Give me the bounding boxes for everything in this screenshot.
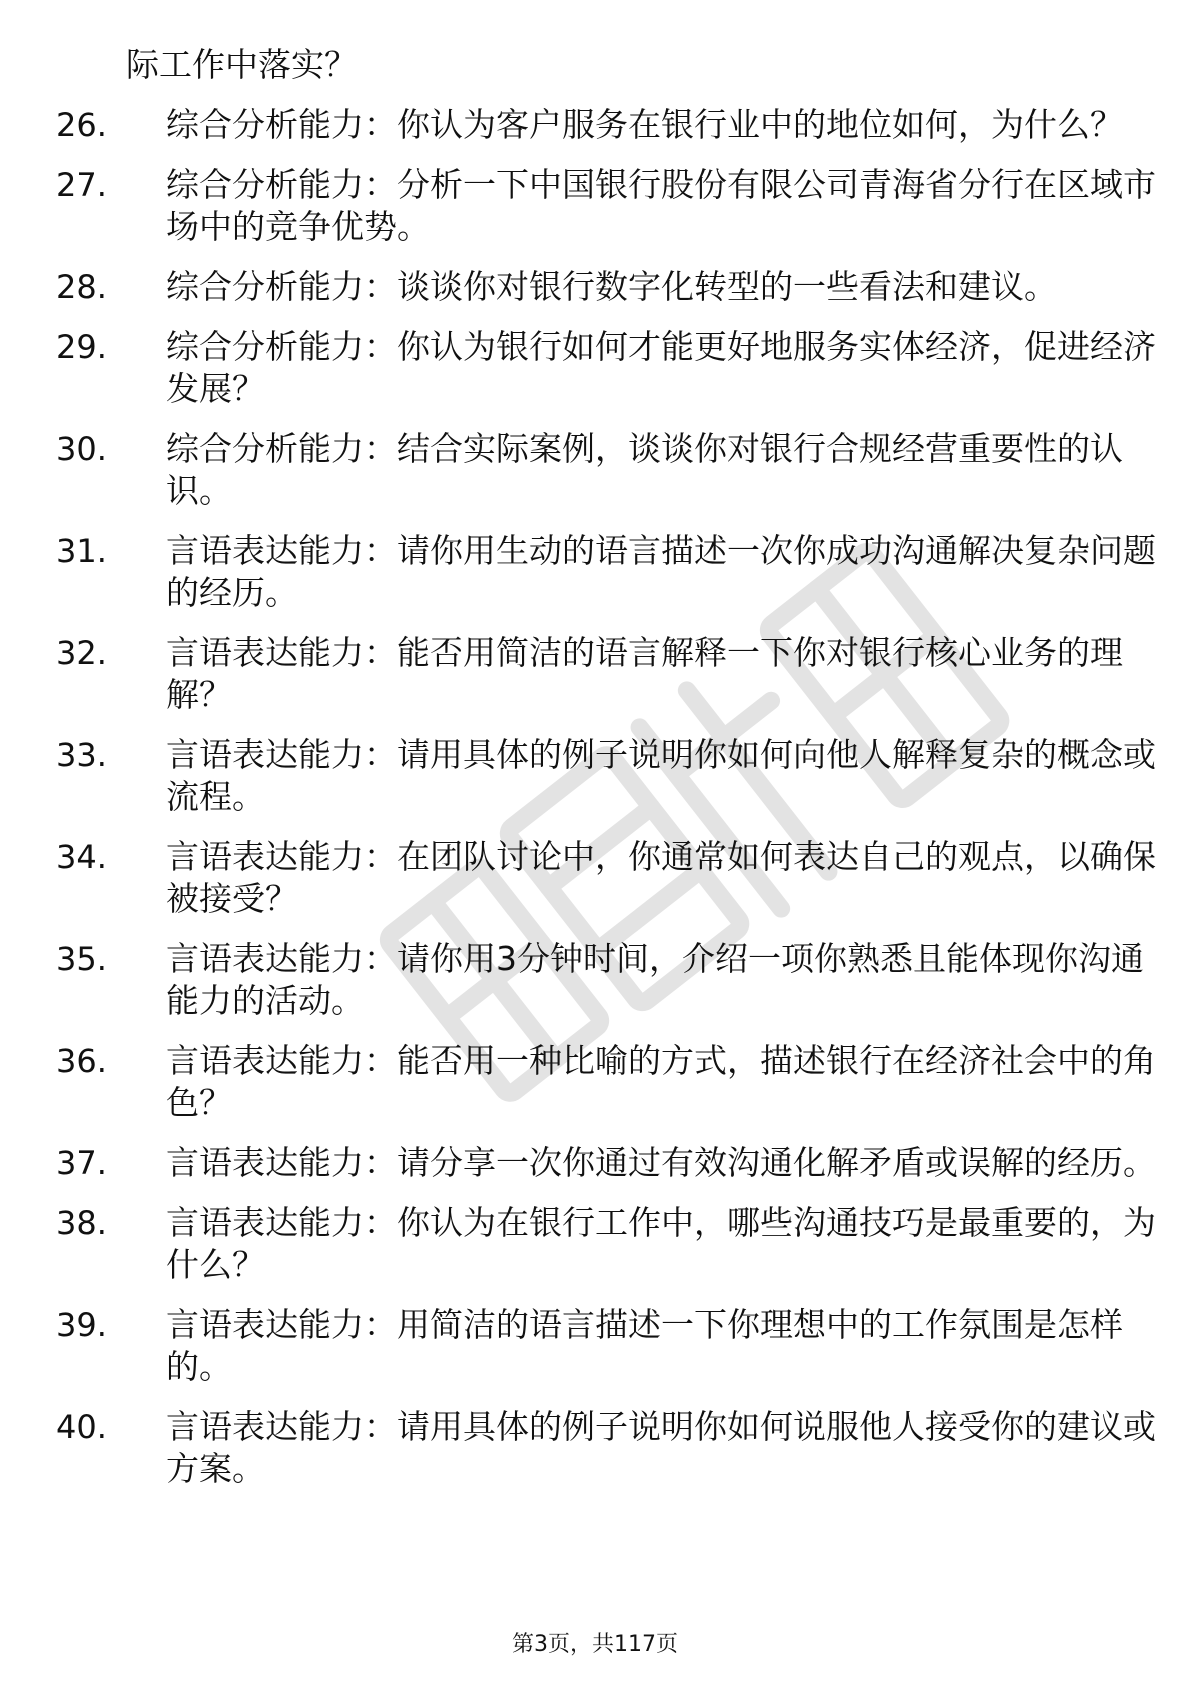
question-item: [0, 326, 1190, 410]
question-text: 综合分析能力：谈谈你对银行数字化转型的一些看法和建议。: [166, 267, 1057, 306]
question-item: [0, 1142, 1190, 1184]
question-number: 36.: [56, 1042, 107, 1080]
question-number: 26.: [56, 106, 107, 144]
question-text: 言语表达能力：你认为在银行工作中，哪些沟通技巧是最重要的，为什么？: [166, 1203, 1156, 1284]
question-number: 29.: [56, 328, 107, 366]
question-number: 35.: [56, 940, 107, 978]
question-text: 言语表达能力：请用具体的例子说明你如何说服他人接受你的建议或方案。: [166, 1407, 1156, 1488]
question-item: [0, 530, 1190, 614]
question-number: 38.: [56, 1204, 107, 1242]
question-item: [0, 104, 1190, 146]
question-item: [0, 1040, 1190, 1124]
page-footer: 第3页，共117页: [512, 1632, 678, 1657]
question-number: 28.: [56, 268, 107, 306]
question-item: [0, 1304, 1190, 1388]
question-item: [0, 428, 1190, 512]
continued-question-text: 际工作中落实？: [126, 45, 357, 84]
question-item: [0, 1406, 1190, 1490]
question-text: 综合分析能力：你认为银行如何才能更好地服务实体经济，促进经济发展？: [166, 327, 1156, 408]
question-text: 言语表达能力：请分享一次你通过有效沟通化解矛盾或误解的经历。: [166, 1143, 1156, 1182]
question-text: 综合分析能力：你认为客户服务在银行业中的地位如何，为什么？: [166, 105, 1123, 144]
question-item: [0, 836, 1190, 920]
question-number: 40.: [56, 1408, 107, 1446]
question-list: [0, 44, 1190, 1508]
question-number: 32.: [56, 634, 107, 672]
question-number: 34.: [56, 838, 107, 876]
question-text: 言语表达能力：能否用一种比喻的方式，描述银行在经济社会中的角色？: [166, 1041, 1156, 1122]
question-item: [0, 266, 1190, 308]
question-item: [0, 632, 1190, 716]
question-number: 33.: [56, 736, 107, 774]
question-text: 言语表达能力：用简洁的语言描述一下你理想中的工作氛围是怎样的。: [166, 1305, 1123, 1386]
question-text: 言语表达能力：请你用3分钟时间，介绍一项你熟悉且能体现你沟通能力的活动。: [166, 939, 1144, 1020]
question-number: 30.: [56, 430, 107, 468]
question-number: 37.: [56, 1144, 107, 1182]
question-number: 27.: [56, 166, 107, 204]
question-item: [0, 1202, 1190, 1286]
question-text: 综合分析能力：分析一下中国银行股份有限公司青海省分行在区域市场中的竞争优势。: [166, 165, 1156, 246]
question-item: [0, 734, 1190, 818]
question-text: 综合分析能力：结合实际案例，谈谈你对银行合规经营重要性的认识。: [166, 429, 1123, 510]
question-text: 言语表达能力：请用具体的例子说明你如何向他人解释复杂的概念或流程。: [166, 735, 1156, 816]
question-number: 31.: [56, 532, 107, 570]
question-item: [0, 164, 1190, 248]
question-text: 言语表达能力：能否用简洁的语言解释一下你对银行核心业务的理解？: [166, 633, 1123, 714]
question-text: 言语表达能力：在团队讨论中，你通常如何表达自己的观点，以确保被接受？: [166, 837, 1156, 918]
question-number: 39.: [56, 1306, 107, 1344]
question-text: 言语表达能力：请你用生动的语言描述一次你成功沟通解决复杂问题的经历。: [166, 531, 1156, 612]
question-item: [0, 938, 1190, 1022]
